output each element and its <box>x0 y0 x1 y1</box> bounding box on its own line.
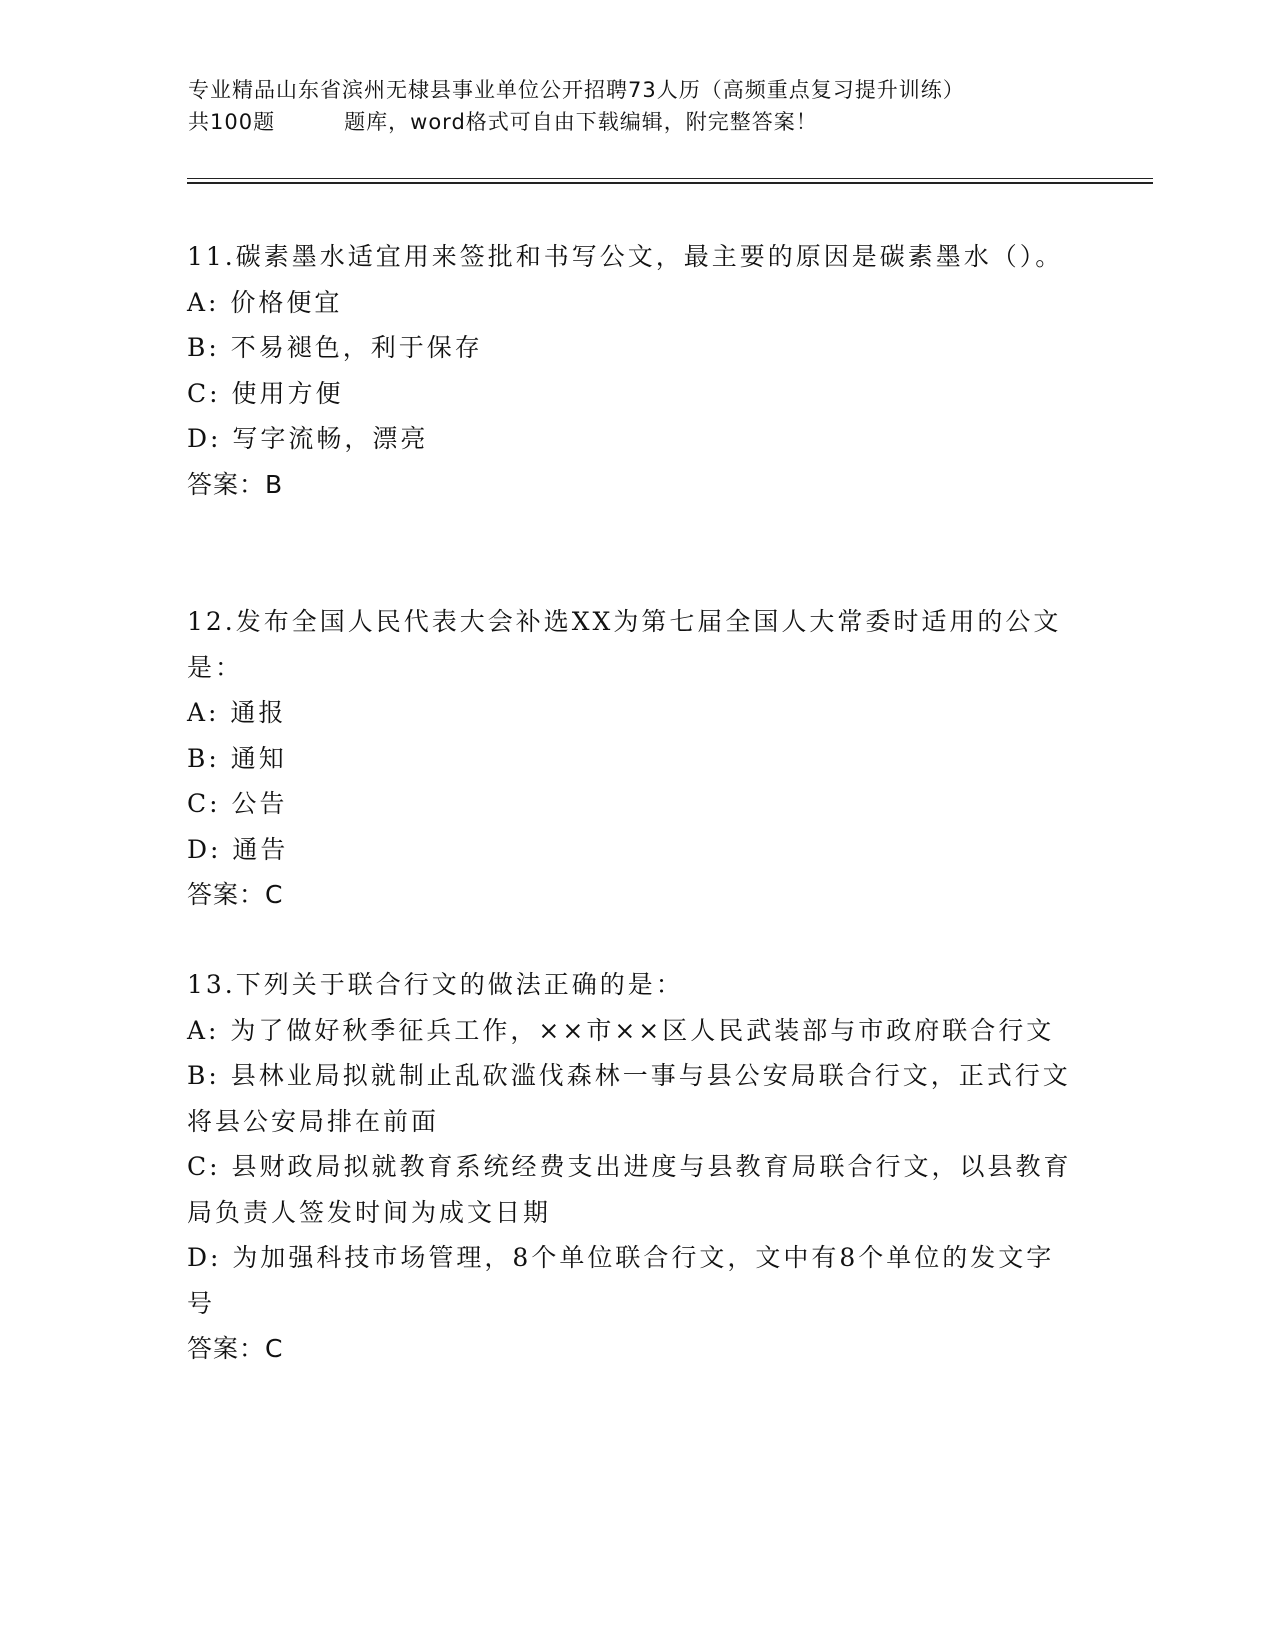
option-a: A: 为了做好秋季征兵工作，××市××区人民武装部与市政府联合行文 <box>187 1015 1055 1045</box>
question-13 <box>187 962 1077 1372</box>
option-c: C: 公告 <box>187 789 288 818</box>
header-subtitle-line: 共100题 题库，word格式可自由下载编辑，附完整答案！ <box>188 110 818 134</box>
answer-label: 答案：B <box>187 469 284 499</box>
option-c: C: 县财政局拟就教育系统经费支出进度与县教育局联合行文，以县教育局负责人签发时间为成文日期 <box>187 1152 1072 1227</box>
option-c: C: 使用方便 <box>187 378 344 408</box>
option-b: B: 通知 <box>187 743 287 773</box>
answer-label: 答案：C <box>187 1334 284 1363</box>
question-text: 12.发布全国人民代表大会补选XX为第七届全国人大常委时适用的公文是： <box>187 607 1062 682</box>
answer-label: 答案：C <box>187 880 284 909</box>
option-d: D: 通告 <box>187 834 289 864</box>
question-11 <box>187 234 1077 507</box>
header-divider-thick <box>187 182 1153 184</box>
option-d: D: 写字流畅，漂亮 <box>187 424 429 453</box>
question-text: 13.下列关于联合行文的做法正确的是： <box>187 970 684 999</box>
document-header <box>188 74 1088 138</box>
question-text: 11.碳素墨水适宜用来签批和书写公文，最主要的原因是碳素墨水（）。 <box>187 242 1064 271</box>
header-title-line: 专业精品山东省滨州无棣县事业单位公开招聘73人历（高频重点复习提升训练） <box>188 78 965 102</box>
option-b: B: 不易褪色，利于保存 <box>187 333 483 362</box>
option-a: A: 通报 <box>187 698 287 727</box>
option-d: D: 为加强科技市场管理，8个单位联合行文，文中有8个单位的发文字号 <box>187 1243 1055 1318</box>
option-b: B: 县林业局拟就制止乱砍滥伐森林一事与县公安局联合行文，正式行文将县公安局排在前面 <box>187 1061 1071 1136</box>
header-divider-thin <box>187 178 1153 179</box>
option-a: A: 价格便宜 <box>187 287 343 317</box>
question-12 <box>187 599 1077 918</box>
